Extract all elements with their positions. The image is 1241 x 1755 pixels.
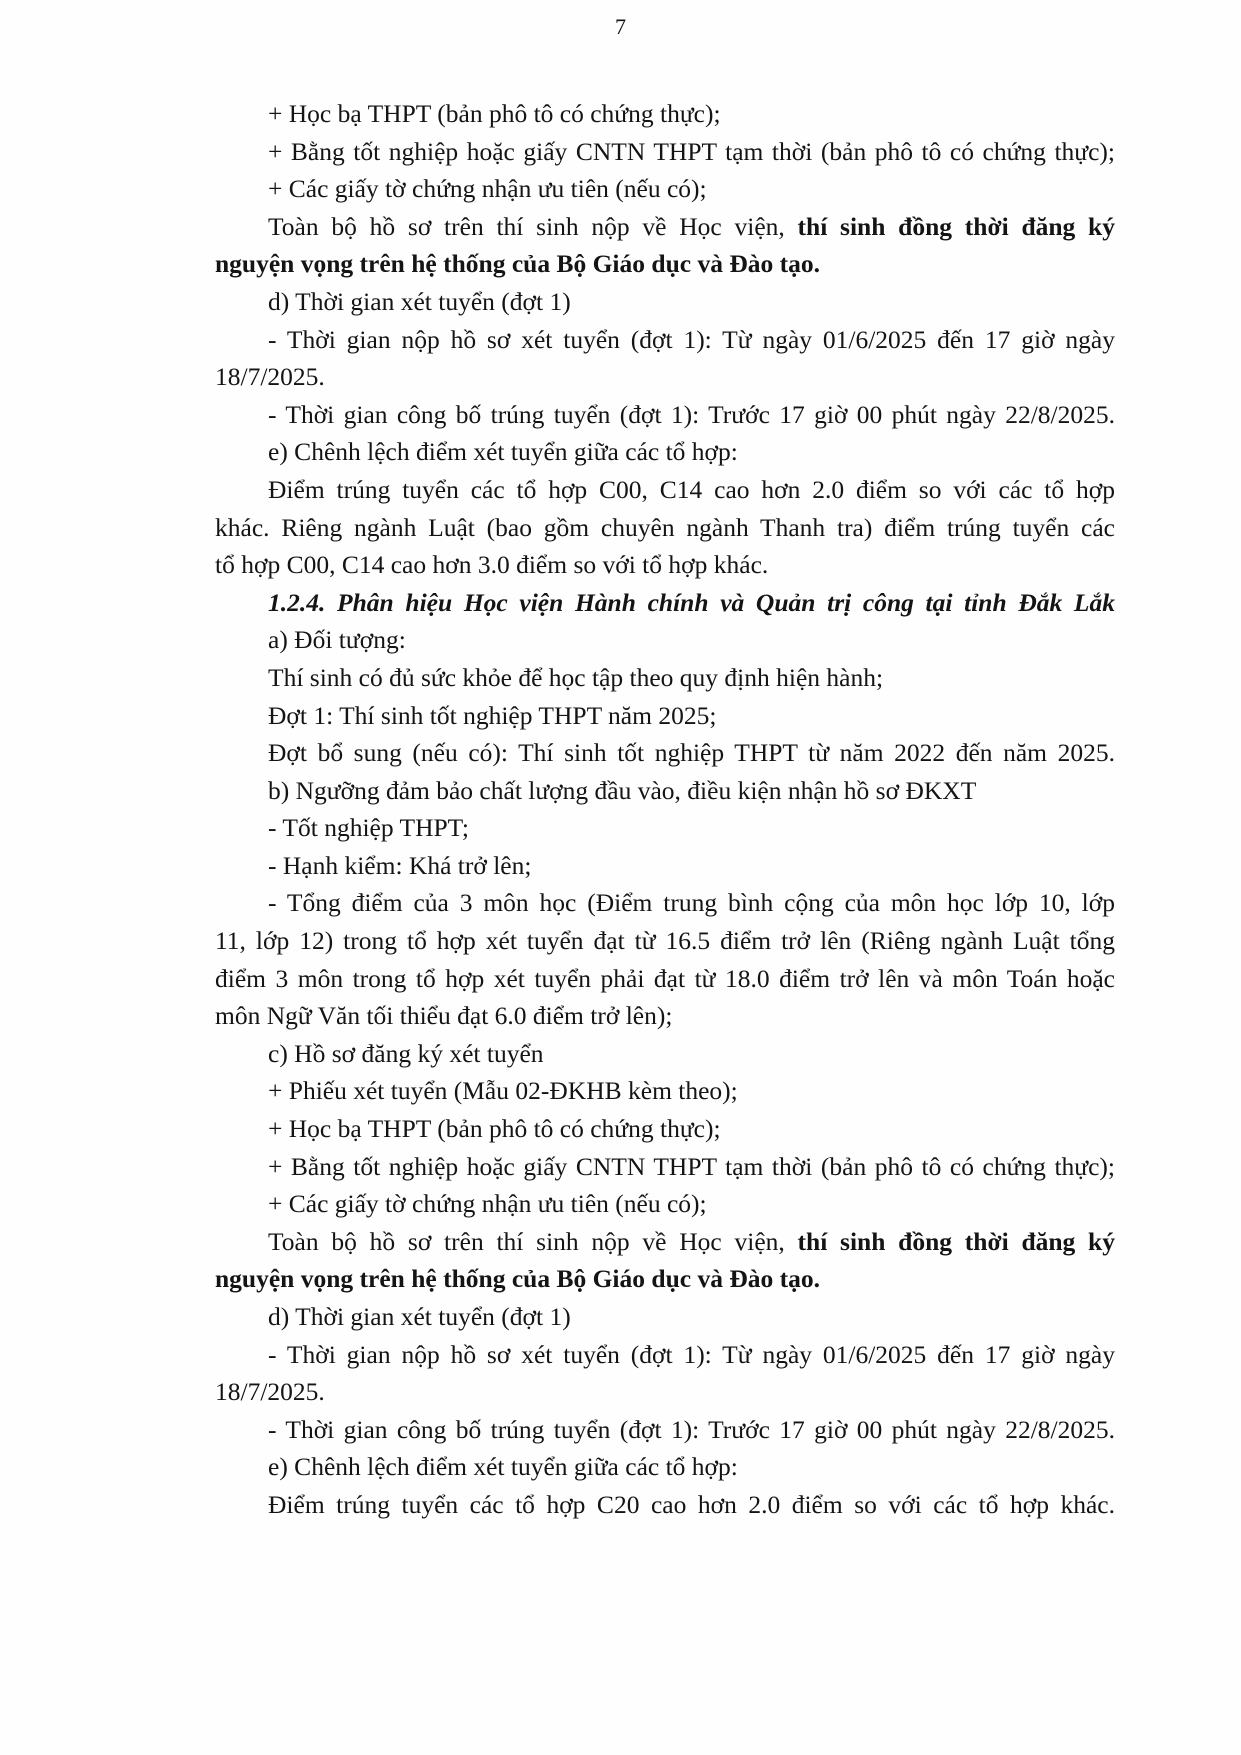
line-text: + Các giấy tờ chứng nhận ưu tiên (nếu có); [268, 1189, 707, 1219]
text-line [215, 960, 1115, 998]
line-text: - Thời gian công bố trúng tuyển (đợt 1): Trước 17 giờ 00 phút ngày 22/8/2025. [268, 399, 1115, 429]
line-text: 1.2.4. Phân hiệu Học viện Hành chính và Quản trị công tại tỉnh Đắk Lắk [268, 587, 1115, 617]
text-line [215, 1373, 1115, 1411]
line-text: + Bằng tốt nghiệp hoặc giấy CNTN THPT tạm thời (bản phô tô có chứng thực); [268, 1151, 1115, 1181]
line-text: tổ hợp C00, C14 cao hơn 3.0 điểm so với tổ hợp khác. [215, 550, 769, 580]
text-line [215, 697, 1115, 735]
line-text: d) Thời gian xét tuyển (đợt 1) [268, 1302, 571, 1331]
text-line [215, 95, 1115, 133]
line-text: Đợt bổ sung (nếu có): Thí sinh tốt nghiệp THPT từ năm 2022 đến năm 2025. [268, 738, 1115, 768]
text-line [215, 1411, 1115, 1449]
page-number: 7 [615, 14, 626, 39]
text-line [215, 809, 1115, 847]
line-text: Điểm trúng tuyển các tổ hợp C00, C14 cao hơn 2.0 điểm so với các tổ hợp [268, 474, 1115, 504]
text-line [215, 847, 1115, 885]
line-text: Điểm trúng tuyển các tổ hợp C20 cao hơn 2.0 điểm so với các tổ hợp khác. [268, 1489, 1115, 1519]
line-text: khác. Riêng ngành Luật (bao gồm chuyên ngành Thanh tra) điểm trúng tuyển các [215, 512, 1115, 542]
text-line [215, 509, 1115, 547]
text-line [215, 659, 1115, 697]
text-line [215, 1072, 1115, 1110]
text-line [215, 1110, 1115, 1148]
line-text: môn Ngữ Văn tối thiểu đạt 6.0 điểm trở lên); [215, 1001, 673, 1031]
text-line [215, 170, 1115, 208]
line-text: c) Hồ sơ đăng ký xét tuyển [268, 1038, 544, 1068]
line-text: 18/7/2025. [215, 1377, 325, 1407]
text-line [215, 922, 1115, 960]
line-text: nguyện vọng trên hệ thống của Bộ Giáo dục và Đào tạo. [215, 249, 820, 279]
line-text: - Hạnh kiểm: Khá trở lên; [268, 850, 532, 880]
line-text: - Thời gian nộp hồ sơ xét tuyển (đợt 1): Từ ngày 01/6/2025 đến 17 giờ ngày [268, 1339, 1115, 1369]
line-text: điểm 3 môn trong tổ hợp xét tuyển phải đạt từ 18.0 điểm trở lên và môn Toán hoặc [215, 963, 1115, 993]
line-bold-text: thí sinh đồng thời đăng ký [797, 211, 1115, 241]
text-line [215, 1298, 1115, 1336]
line-text: - Thời gian công bố trúng tuyển (đợt 1): Trước 17 giờ 00 phút ngày 22/8/2025. [268, 1414, 1115, 1444]
text-line [215, 433, 1115, 471]
text-line [215, 208, 1115, 246]
line-text: e) Chênh lệch điểm xét tuyển giữa các tổ hợp: [268, 437, 738, 467]
line-bold-text: thí sinh đồng thời đăng ký [797, 1226, 1115, 1256]
line-text: + Phiếu xét tuyển (Mẫu 02-ĐKHB kèm theo); [268, 1076, 738, 1106]
line-text: - Tốt nghiệp THPT; [268, 813, 469, 843]
line-text: Đợt 1: Thí sinh tốt nghiệp THPT năm 2025; [268, 700, 717, 730]
text-line [215, 133, 1115, 171]
document-body [215, 95, 1115, 1524]
line-text: 18/7/2025. [215, 362, 325, 392]
line-text: nguyện vọng trên hệ thống của Bộ Giáo dục và Đào tạo. [215, 1264, 820, 1294]
text-line [215, 1486, 1115, 1524]
text-line [215, 772, 1115, 810]
line-text: Toàn bộ hồ sơ trên thí sinh nộp về Học viện, [268, 1226, 798, 1256]
text-line [215, 997, 1115, 1035]
line-text: + Học bạ THPT (bản phô tô có chứng thực); [268, 1114, 721, 1144]
line-text: Thí sinh có đủ sức khỏe để học tập theo quy định hiện hành; [268, 662, 884, 692]
line-text: + Các giấy tờ chứng nhận ưu tiên (nếu có); [268, 174, 707, 204]
text-line [215, 358, 1115, 396]
text-line [215, 396, 1115, 434]
text-line [215, 546, 1115, 584]
text-line [215, 1336, 1115, 1374]
text-line [215, 1035, 1115, 1073]
text-line [215, 1448, 1115, 1486]
text-line [215, 621, 1115, 659]
line-text: e) Chênh lệch điểm xét tuyển giữa các tổ hợp: [268, 1452, 738, 1482]
text-line [215, 1148, 1115, 1186]
text-line [215, 321, 1115, 359]
text-line [215, 734, 1115, 772]
text-line [215, 884, 1115, 922]
text-line [215, 471, 1115, 509]
line-text: b) Ngưỡng đảm bảo chất lượng đầu vào, điều kiện nhận hồ sơ ĐKXT [268, 775, 977, 805]
line-text: - Thời gian nộp hồ sơ xét tuyển (đợt 1): Từ ngày 01/6/2025 đến 17 giờ ngày [268, 324, 1115, 354]
line-text: 11, lớp 12) trong tổ hợp xét tuyển đạt từ 16.5 điểm trở lên (Riêng ngành Luật tổng [215, 926, 1115, 956]
text-line [215, 245, 1115, 283]
line-text: + Học bạ THPT (bản phô tô có chứng thực); [268, 99, 721, 128]
section-heading [215, 584, 1115, 622]
line-text: + Bằng tốt nghiệp hoặc giấy CNTN THPT tạm thời (bản phô tô có chứng thực); [268, 136, 1115, 166]
text-line [215, 1260, 1115, 1298]
line-text: - Tổng điểm của 3 môn học (Điểm trung bình cộng của môn học lớp 10, lớp [268, 888, 1115, 918]
text-line [215, 1223, 1115, 1261]
text-line [215, 283, 1115, 321]
line-text: d) Thời gian xét tuyển (đợt 1) [268, 286, 571, 316]
text-line [215, 1185, 1115, 1223]
line-text: a) Đối tượng: [268, 625, 406, 655]
line-text: Toàn bộ hồ sơ trên thí sinh nộp về Học viện, [268, 211, 798, 241]
